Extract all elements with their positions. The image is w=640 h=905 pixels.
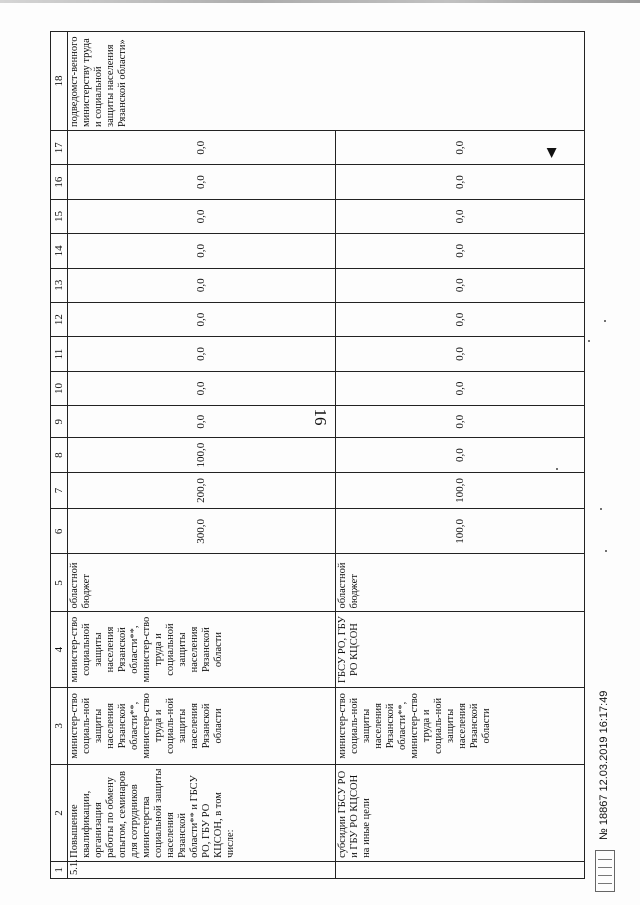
header-cell: 16 — [51, 165, 68, 199]
header-cell: 8 — [51, 438, 68, 472]
header-cell: 1 — [51, 861, 68, 878]
measure-name: Повышение квалификации, организация работы по обмену опытом, семинаров для сотрудников министерства социальной защиты населения Рязанской области** и ГБСУ РО, ГБУ РО КЦСОН, в том числе: — [68, 765, 336, 862]
header-cell: 6 — [51, 509, 68, 554]
value-cell: 300,0 — [68, 509, 336, 554]
header-cell: 9 — [51, 406, 68, 438]
row-number — [335, 861, 584, 878]
scan-edge — [0, 0, 640, 3]
value-cell: 0,0 — [68, 234, 336, 268]
table-row-subsidy — [335, 32, 584, 879]
scan-speck — [605, 550, 607, 552]
responsible-executor: министер-ство социаль-ной защиты населения Рязанской области**, министер-ство труда и социаль-ной защиты населения Рязанской области — [335, 687, 584, 764]
scan-speck — [588, 340, 590, 342]
responsible-executor: министер-ство социаль-ной защиты населения Рязанской области**, министер-ство труда и социаль-ной защиты населения Рязанской области — [68, 687, 336, 764]
value-cell: 0,0 — [68, 302, 336, 336]
value-cell: 100,0 — [335, 472, 584, 509]
rotated-table-container — [50, 31, 585, 879]
measure-name: субсидии ГБСУ РО и ГБУ РО КЦСОН на иные цели — [335, 765, 584, 862]
value-cell: 0,0 — [335, 438, 584, 472]
page-number: 16 — [311, 408, 330, 426]
header-cell: 5 — [51, 554, 68, 612]
value-cell: 0,0 — [335, 371, 584, 405]
scan-speck — [556, 468, 558, 470]
margin-mark-icon: ◀ — [543, 148, 558, 158]
scan-speck — [604, 320, 606, 322]
funding-source: областной бюджет — [68, 554, 336, 612]
indicator-text: подведомст-венного министерству труда и социальной защиты населения Рязанской области» — [68, 32, 585, 131]
header-cell: 7 — [51, 472, 68, 509]
participants: ГБСУ РО, ГБУ РО КЦСОН — [335, 612, 584, 687]
header-cell: 3 — [51, 687, 68, 764]
header-cell: 4 — [51, 612, 68, 687]
program-table — [50, 31, 585, 879]
header-cell: 12 — [51, 302, 68, 336]
value-cell: 0,0 — [68, 371, 336, 405]
value-cell: 0,0 — [68, 199, 336, 233]
header-row — [51, 32, 68, 879]
registration-footer — [598, 580, 610, 840]
value-cell: 0,0 — [68, 337, 336, 371]
value-cell: 0,0 — [335, 199, 584, 233]
value-cell: 0,0 — [335, 234, 584, 268]
header-cell: 15 — [51, 199, 68, 233]
header-cell: 13 — [51, 268, 68, 302]
office-stamp-icon — [595, 850, 615, 892]
funding-source: областной бюджет — [335, 554, 584, 612]
participants: министер-ство социальной защиты населения Рязанской области**, министер-ство труда и социальной защиты населения Рязанской области — [68, 612, 336, 687]
row-number: 5.1. — [68, 861, 336, 878]
header-cell: 14 — [51, 234, 68, 268]
registration-stamp: № 18867 12.03.2019 16:17:49 — [598, 690, 610, 840]
value-cell: 0,0 — [335, 131, 584, 165]
header-cell: 11 — [51, 337, 68, 371]
value-cell: 0,0 — [335, 302, 584, 336]
value-cell: 0,0 — [68, 268, 336, 302]
value-cell: 0,0 — [335, 337, 584, 371]
value-cell: 200,0 — [68, 472, 336, 509]
header-cell: 17 — [51, 131, 68, 165]
value-cell: 0,0 — [68, 406, 336, 438]
value-cell: 100,0 — [68, 438, 336, 472]
value-cell: 100,0 — [335, 509, 584, 554]
header-cell: 10 — [51, 371, 68, 405]
value-cell: 0,0 — [335, 165, 584, 199]
value-cell: 0,0 — [68, 165, 336, 199]
table-row-main — [68, 32, 336, 879]
value-cell: 0,0 — [68, 131, 336, 165]
value-cell: 0,0 — [335, 268, 584, 302]
scan-speck — [600, 508, 602, 510]
value-cell: 0,0 — [335, 406, 584, 438]
header-cell: 18 — [51, 32, 68, 131]
header-cell: 2 — [51, 765, 68, 862]
